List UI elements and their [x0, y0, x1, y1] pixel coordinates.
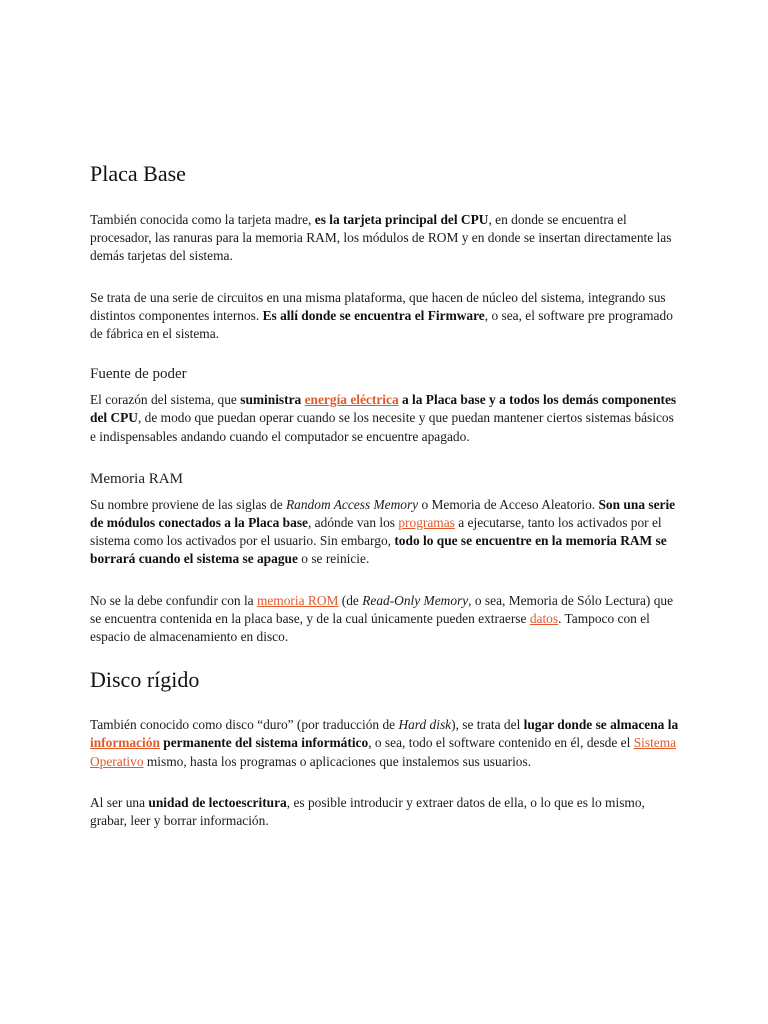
text-run: (de — [338, 592, 363, 608]
heading-disco-rigido: Disco rígido — [90, 667, 200, 693]
link-energia-electrica[interactable]: energía eléctrica — [304, 392, 399, 408]
text-run: , es posible introducir y extraer datos de ella, o lo que es lo mismo, grabar, leer y borrar información. — [90, 794, 645, 829]
link-informacion[interactable]: información — [90, 735, 160, 751]
text-run: También conocida como la tarjeta madre, — [90, 212, 315, 227]
heading-memoria-ram: Memoria RAM — [90, 470, 183, 487]
heading-fuente-de-poder: Fuente de poder — [90, 366, 187, 383]
text-run: o Memoria de Acceso Aleatorio. — [418, 496, 599, 512]
bold-text: suministra — [240, 392, 305, 408]
text-run: , o sea, Memoria de Sólo Lectura) que se encuentra contenida en la placa base, y de la cual únicamente pueden extraerse — [90, 592, 674, 626]
bold-text: unidad de lectoescritura — [148, 794, 287, 810]
text-run: Al ser una — [90, 794, 149, 810]
heading-placa-base: Placa Base — [90, 161, 186, 186]
text-run: . Tampoco con el espacio de almacenamiento en disco. — [90, 610, 650, 645]
document-page — [90, 158, 680, 830]
bold-text: a la Placa base y a todos los demás componentes del CPU — [90, 392, 677, 426]
text-run: El corazón del sistema, que — [90, 392, 241, 408]
italic-text: Read-Only Memory — [362, 592, 469, 608]
paragraph-placa-base-2 — [90, 289, 680, 344]
bold-text: permanente del sistema informático — [159, 735, 369, 751]
italic-text: Random Access Memory — [285, 496, 419, 512]
text-run: No se la debe confundir con la — [90, 592, 257, 608]
bold-text: lugar donde se almacena la — [523, 717, 679, 733]
paragraph-memoria-ram-1 — [90, 496, 680, 569]
text-run: Su nombre proviene de las siglas de — [90, 496, 286, 512]
text-run: Se trata de una serie de circuitos en una misma plataforma, que hacen de núcleo del sistema, integrando sus distintos componentes internos. — [90, 289, 666, 323]
text-run: mismo, hasta los programas o aplicaciones que instalemos sus usuarios. — [143, 753, 532, 769]
text-run: , en donde se encuentra el procesador, las ranuras para la memoria RAM, los módulos de ROM y en donde se insertan directamente las demás tarjetas del sistema. — [90, 212, 672, 264]
bold-text: es la tarjeta principal del CPU — [314, 212, 489, 227]
italic-text: Hard disk — [398, 717, 452, 733]
link-memoria-rom[interactable]: memoria ROM — [256, 592, 339, 608]
text-run: , de modo que puedan operar cuando se los necesite y que puedan mantener ciertos sistemas básicos e indispensables andando cuando el computador se encuentre apagado. — [90, 410, 674, 444]
text-run: También conocido como disco “duro” (por traducción de — [90, 717, 399, 733]
text-run: , adónde van los — [307, 515, 399, 531]
link-sistema-operativo[interactable]: Sistema Operativo — [90, 735, 677, 769]
text-run: a ejecutarse, tanto los activados por el sistema como los activados por el usuario. Sin embargo, — [90, 515, 662, 549]
text-run: , o sea, todo el software contenido en él, desde el — [368, 735, 634, 751]
paragraph-fuente-de-poder — [90, 391, 680, 446]
paragraph-placa-base-1 — [90, 211, 680, 266]
paragraph-memoria-ram-2 — [90, 592, 680, 647]
link-datos[interactable]: datos — [529, 610, 559, 626]
paragraph-disco-rigido-1 — [90, 716, 680, 771]
bold-text: Es allí donde se encuentra el Firmware — [262, 307, 485, 323]
paragraph-disco-rigido-2 — [90, 794, 680, 830]
text-run: ), se trata del — [451, 717, 524, 733]
bold-text: Son una serie de módulos conectados a la Placa base — [90, 496, 676, 531]
bold-text: todo lo que se encuentre en la memoria RAM se borrará cuando el sistema se apague — [90, 533, 667, 567]
text-run: o se reinicie. — [297, 551, 370, 567]
text-run: , o sea, el software pre programado de fábrica en el sistema. — [90, 307, 673, 342]
link-programas[interactable]: programas — [398, 515, 455, 531]
